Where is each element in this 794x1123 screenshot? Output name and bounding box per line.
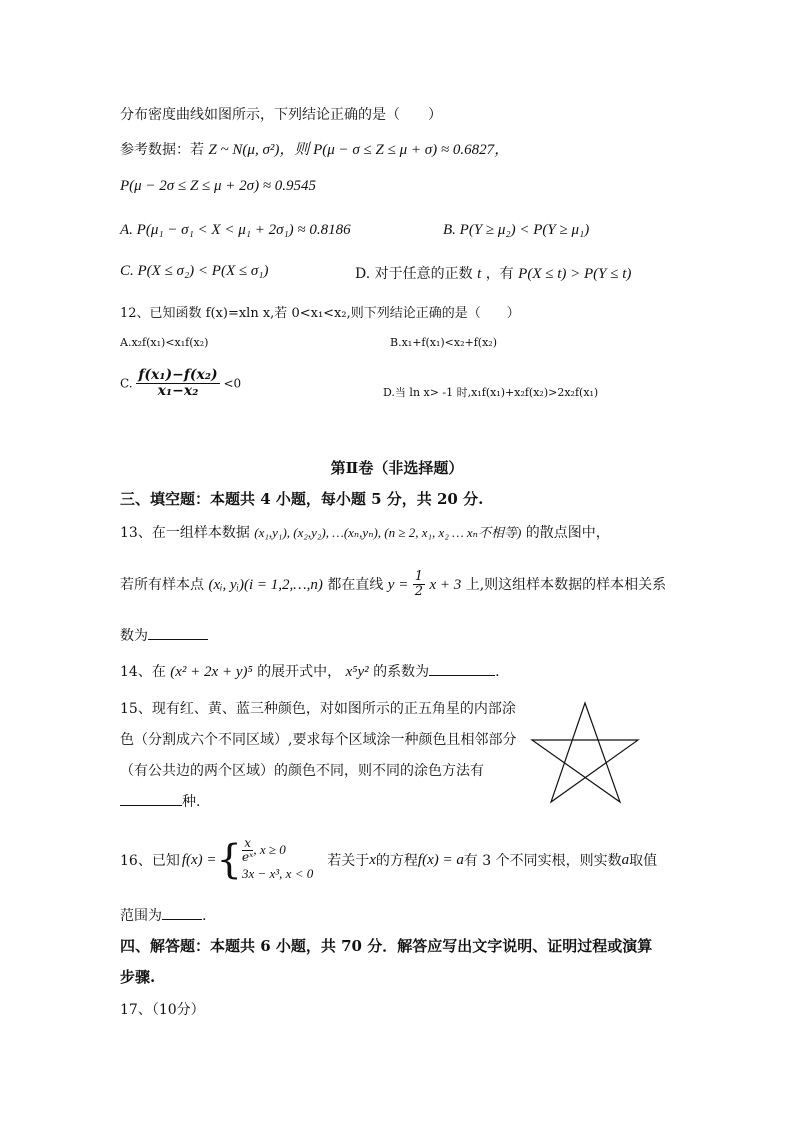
q16-mid: 若关于: [327, 853, 370, 869]
q11-option-b-text: B. P(Y ≥ μ₂) < P(Y ≥ μ₁): [443, 222, 590, 238]
q11-option-d-var: t: [477, 266, 482, 282]
q11-option-d-mid: ，有: [485, 266, 514, 282]
q15-line4-suffix: 种.: [182, 794, 201, 810]
q16-line2: [120, 905, 206, 925]
q15-line1: 15、现有红、黄、蓝三种颜色，对如图所示的正五角星的内部涂: [120, 701, 516, 717]
q12-option-c-denominator: x₁−x₂: [157, 383, 199, 400]
q12-option-c-numerator: f(x₁)−f(x₂): [138, 367, 218, 383]
q11-option-d: [355, 263, 631, 283]
q13-line3: [120, 625, 208, 645]
section-title: 第Ⅱ卷（非选择题）: [330, 459, 464, 477]
q16-piece1-den: eˣ: [241, 850, 254, 865]
q16-line2-end: .: [202, 908, 207, 924]
q16-suffix: 取值: [629, 853, 658, 869]
q16-line2-text: 范围为: [120, 908, 162, 924]
q16-var-a: a: [621, 851, 630, 868]
q12-option-d: D.当 ln x> -1 时,x₁f(x₁)+x₂f(x₂)>2x₂f(x₁): [383, 386, 599, 399]
section4-heading: 四、解答题：本题共 6 小题，共 70 分．解答应写出文字说明、证明过程或演算: [120, 937, 653, 955]
q11-reference-prefix: 参考数据：若: [120, 142, 204, 158]
q16-line1: [120, 833, 657, 887]
q13-answer-blank[interactable]: [148, 625, 208, 640]
q16-brace: {: [216, 837, 242, 883]
q17-label: 17、（10分）: [120, 1002, 205, 1018]
q14-prefix: 14、在: [120, 664, 166, 680]
q14-end: .: [495, 664, 500, 680]
q16-mid2: 的方程: [375, 853, 418, 869]
q16-piece2: 3x − x³, x < 0: [241, 865, 314, 881]
q13-point: (xᵢ, yᵢ)(i = 1,2,…,n): [208, 576, 323, 593]
q12-option-c: [120, 368, 241, 400]
q13-line-eq-rest: x + 3: [429, 576, 462, 593]
q11-stem: 分布密度曲线如图所示，下列结论正确的是（ ）: [120, 107, 442, 123]
q16-fx: f(x) =: [181, 851, 217, 868]
q11-option-b: [443, 222, 589, 239]
q11-option-d-expr: P(X ≤ t) > P(Y ≤ t): [518, 266, 632, 282]
pentagram-figure: [528, 700, 678, 806]
q13-frac-den: 2: [414, 584, 424, 600]
q16-answer-blank[interactable]: [162, 905, 202, 920]
q13-line2: [120, 570, 666, 600]
q16-var-x: x: [369, 851, 376, 868]
q16-piece1-num: x: [244, 836, 252, 851]
q15-line3: （有公共边的两个区域）的颜色不同，则不同的涂色方法有: [120, 763, 484, 779]
q15-line2: 色（分割成六个不同区域）,要求每个区域涂一种颜色且相邻部分: [120, 732, 517, 748]
q11-option-d-prefix: D. 对于任意的正数: [355, 266, 473, 282]
q13-fraction: [413, 570, 425, 600]
section3-heading: 三、填空题：本题共 4 小题，每小题 5 分，共 20 分.: [120, 490, 484, 508]
q11-option-a-text: A. P(μ₁ − σ₁ < X < μ₁ + 2σ₁) ≈ 0.8186: [120, 222, 351, 238]
q16-prefix: 16、已知: [120, 853, 180, 869]
q16-piece1: [242, 837, 313, 864]
q11-reference-formula-b: P(μ − 2σ ≤ Z ≤ μ + 2σ) ≈ 0.9545: [120, 178, 317, 194]
q12-option-c-prefix: C.: [120, 376, 133, 391]
q16-eq: f(x) = a: [417, 851, 464, 868]
q14-suffix: 的系数为: [373, 664, 430, 680]
section4-heading-cont: 步骤.: [120, 968, 156, 986]
q11-option-a: [120, 222, 351, 239]
q11-reference-line2: [120, 178, 316, 195]
q14-term: x⁵y²: [345, 664, 369, 680]
q16-piecewise: [242, 837, 313, 883]
q14-mid: 的展开式中，: [257, 664, 342, 680]
q13-data: (x₁,y₁), (x₂,y₂), …(xₙ,yₙ), (n ≥ 2, x₁, x₂ … xₙ不相等): [254, 525, 522, 540]
q16-mid3: 有 3 个不同实根，则实数: [463, 853, 622, 869]
q13-line2-mid: 都在直线: [327, 576, 384, 593]
q16-piece1-cond: , x ≥ 0: [253, 842, 286, 858]
pentagram-star: [532, 703, 638, 802]
q12-option-a: A.x₂f(x₁)<x₁f(x₂): [120, 336, 209, 349]
q13-frac-num: 1: [414, 569, 424, 584]
q13-line-eq-y: y =: [387, 576, 409, 593]
q12-stem: 12、已知函数 f(x)=xln x,若 0<x₁<x₂,则下列结论正确的是（ ）: [120, 306, 520, 321]
q11-reference-formula-a: Z ~ N(μ, σ²)，则 P(μ − σ ≤ Z ≤ μ + σ) ≈ 0.6827，: [208, 142, 510, 158]
q15-line4: [120, 791, 200, 811]
q14-line: [120, 661, 500, 681]
q14-answer-blank[interactable]: [429, 661, 495, 676]
q13-line2-prefix: 若所有样本点: [120, 576, 204, 593]
q13-prefix: 13、在一组样本数据: [120, 525, 250, 541]
q13-line3-text: 数为: [120, 628, 148, 644]
q12-option-c-fraction: [136, 368, 219, 400]
q11-reference-line1: [120, 138, 509, 159]
q13-suffix: 的散点图中，: [525, 525, 610, 541]
q11-option-c-text: C. P(X ≤ σ₂) < P(X ≤ σ₁): [120, 263, 269, 279]
q11-option-c: [120, 263, 268, 280]
q12-option-c-suffix: <0: [223, 376, 242, 391]
q15-answer-blank[interactable]: [120, 791, 182, 806]
q13-line2-suffix: 上,则这组样本数据的样本相关系: [465, 576, 667, 593]
q13-line1: [120, 522, 610, 542]
q14-expr: (x² + 2x + y)⁵: [170, 664, 253, 680]
q12-option-b: B.x₁+f(x₁)<x₂+f(x₂): [390, 336, 497, 349]
q16-piece1-frac: [242, 837, 253, 864]
